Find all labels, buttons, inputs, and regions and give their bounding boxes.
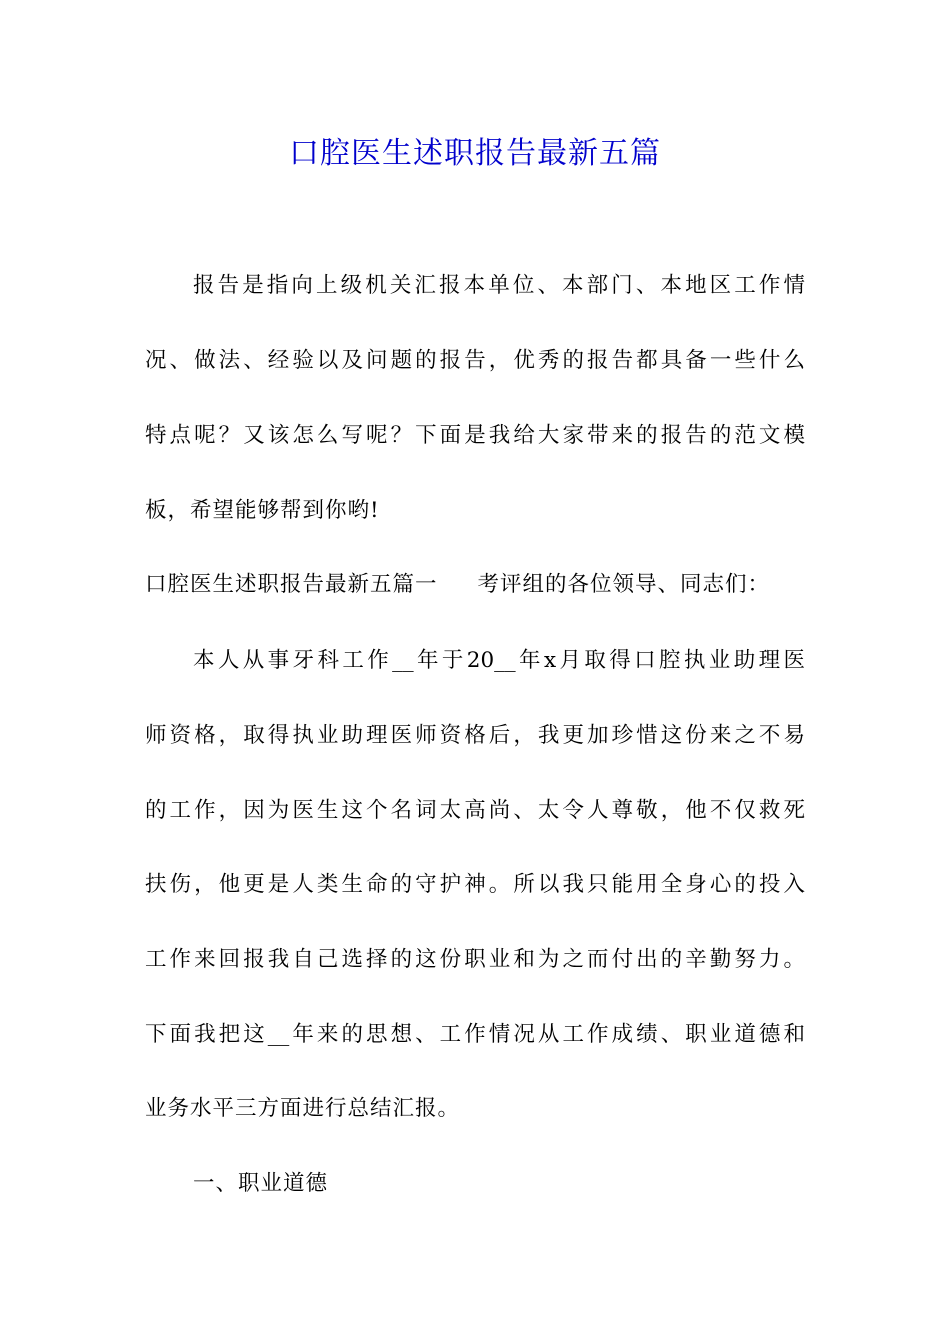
subheading: 一、职业道德 [193, 1171, 329, 1196]
page-title: 口腔医生述职报告最新五篇 [289, 136, 661, 171]
body-line-1: 本人从事牙科工作__年于20__年x月取得口腔执业助理医 [193, 648, 805, 673]
salutation: 考评组的各位领导、同志们： [477, 572, 771, 597]
body-line-3: 的工作，因为医生这个名词太高尚、太令人尊敬，他不仅救死 [145, 798, 805, 823]
body-line-4: 扶伤，他更是人类生命的守护神。所以我只能用全身心的投入 [145, 872, 805, 897]
body-line-7: 业务水平三方面进行总结汇报。 [145, 1096, 461, 1121]
body-line-6: 下面我把这__年来的思想、工作情况从工作成绩、职业道德和 [145, 1022, 805, 1047]
body-line-5: 工作来回报我自己选择的这份职业和为之而付出的辛勤努力。 [145, 947, 805, 972]
intro-line-4: 板，希望能够帮到你哟! [145, 498, 380, 523]
body-line-2: 师资格，取得执业助理医师资格后，我更加珍惜这份来之不易 [145, 723, 805, 748]
intro-line-2: 况、做法、经验以及问题的报告，优秀的报告都具备一些什么 [145, 348, 805, 373]
section-heading: 口腔医生述职报告最新五篇一 [145, 572, 438, 597]
section-heading-line [145, 565, 805, 605]
intro-line-3: 特点呢？又该怎么写呢？下面是我给大家带来的报告的范文模 [145, 423, 805, 448]
intro-line-1: 报告是指向上级机关汇报本单位、本部门、本地区工作情 [193, 273, 805, 298]
